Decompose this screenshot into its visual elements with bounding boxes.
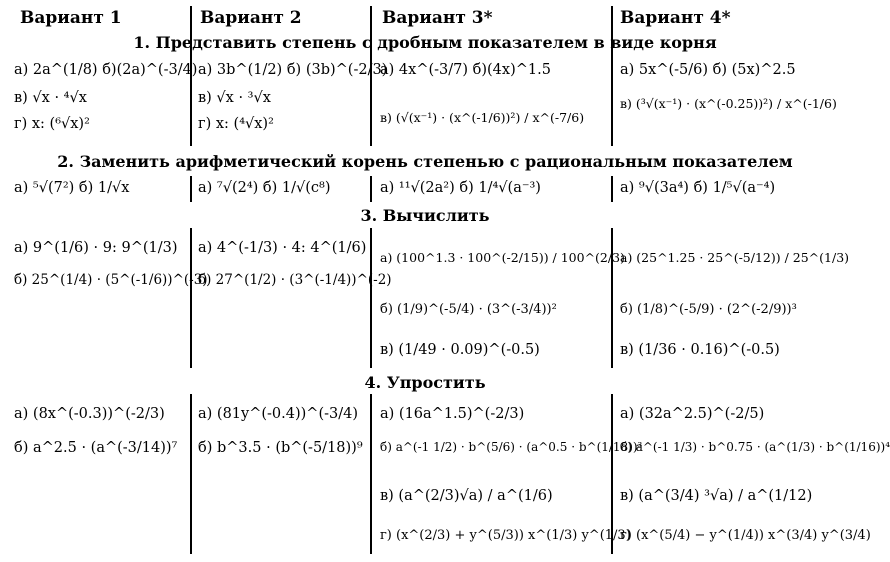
task: в) (a^(3/4) ³√a) / a^(1/12) [620, 488, 813, 504]
task: а) ⁵√(7²) б) 1/√x [14, 180, 130, 196]
task: а) 5x^(-5/6) б) (5x)^2.5 [620, 62, 796, 78]
task: б) (1/8)^(-5/9) · (2^(-2/9))³ [620, 302, 797, 317]
column-divider-1 [190, 228, 192, 368]
task: б) b^3.5 · (b^(-5/18))⁹ [198, 440, 363, 456]
task: а) (8x^(-0.3))^(-2/3) [14, 406, 165, 422]
task: а) (25^1.25 · 25^(-5/12)) / 25^(1/3) [620, 250, 850, 265]
variant-1-header: Вариант 1 [20, 8, 122, 28]
column-divider-3 [611, 176, 613, 202]
task: а) (32a^2.5)^(-2/5) [620, 406, 765, 422]
task: а) (100^1.3 · 100^(-2/15)) / 100^(2/3) [380, 250, 625, 265]
task: в) (³√(x⁻¹) · (x^(-0.25))²) / x^(-1/6) [620, 96, 837, 111]
task: в) (√(x⁻¹) · (x^(-1/6))²) / x^(-7/6) [380, 110, 585, 125]
task: б) a^2.5 · (a^(-3/14))⁷ [14, 440, 178, 456]
task: в) (1/49 · 0.09)^(-0.5) [380, 342, 540, 358]
section-4-title: 4. Упростить [364, 373, 486, 392]
task: б) a^(-1 1/3) · b^0.75 · (a^(1/3) · b^(1/16))⁴ [620, 440, 890, 454]
task: а) (16a^1.5)^(-2/3) [380, 406, 525, 422]
column-divider-1 [190, 176, 192, 202]
task: а) 3b^(1/2) б) (3b)^(-2/3) [198, 62, 388, 78]
task: в) √x · ³√x [198, 90, 271, 106]
task: г) (x^(5/4) − y^(1/4)) x^(3/4) y^(3/4) [620, 528, 871, 543]
task: г) x: (⁴√x)² [198, 116, 274, 132]
task: а) 4x^(-3/7) б)(4x)^1.5 [380, 62, 551, 78]
column-divider-3 [611, 228, 613, 368]
task: г) x: (⁶√x)² [14, 116, 90, 132]
task: а) 4^(-1/3) · 4: 4^(1/6) [198, 240, 367, 256]
column-divider-2 [370, 228, 372, 368]
column-divider-2 [370, 394, 372, 554]
task: б) 27^(1/2) · (3^(-1/4))^(-2) [198, 272, 392, 288]
task: а) ⁹√(3a⁴) б) 1/⁵√(a⁻⁴) [620, 180, 776, 196]
task: б) (1/9)^(-5/4) · (3^(-3/4))² [380, 302, 557, 317]
task: б) 25^(1/4) · (5^(-1/6))^(-3) [14, 272, 208, 288]
task: а) 9^(1/6) · 9: 9^(1/3) [14, 240, 178, 256]
variant-2-header: Вариант 2 [200, 8, 302, 28]
section-3-title: 3. Вычислить [360, 206, 490, 225]
section-1-title: 1. Представить степень с дробным показателем в виде корня [133, 33, 717, 52]
task: б) a^(-1 1/2) · b^(5/6) · (a^0.5 · b^(1/18))³ [380, 440, 643, 454]
task: в) (1/36 · 0.16)^(-0.5) [620, 342, 780, 358]
section-2-title: 2. Заменить арифметический корень степенью с рациональным показателем [57, 152, 793, 171]
task: в) √x · ⁴√x [14, 90, 87, 106]
variant-3-header: Вариант 3* [382, 8, 493, 28]
task: а) ¹¹√(2a²) б) 1/⁴√(a⁻³) [380, 180, 541, 196]
column-divider-1 [190, 394, 192, 554]
column-divider-2 [370, 176, 372, 202]
task: в) (a^(2/3)√a) / a^(1/6) [380, 488, 553, 504]
variant-4-header: Вариант 4* [620, 8, 731, 28]
task: а) (81y^(-0.4))^(-3/4) [198, 406, 358, 422]
task: г) (x^(2/3) + y^(5/3)) x^(1/3) y^(1/3) [380, 528, 631, 543]
column-divider-3 [611, 6, 613, 146]
task: а) 2a^(1/8) б)(2a)^(-3/4) [14, 62, 198, 78]
task: а) ⁷√(2⁴) б) 1/√(c⁸) [198, 180, 331, 196]
